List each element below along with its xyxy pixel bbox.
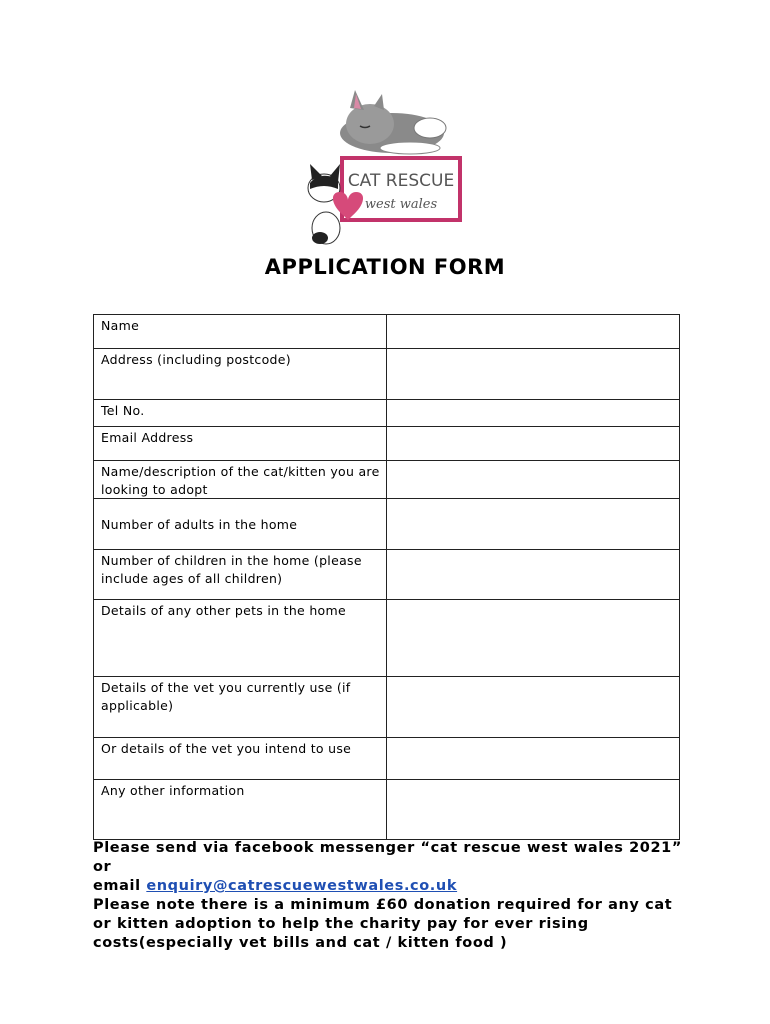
footer-line1: Please send via facebook messenger “cat rescue west wales 2021” or <box>93 840 682 875</box>
field-label: Name <box>94 315 387 349</box>
other-pets-field[interactable] <box>387 600 680 677</box>
footer-note: Please note there is a minimum £60 donation required for any cat or kitten adoption to help the charity pay for ever rising costs(especially vet bills and cat / kitten food ) <box>93 897 673 951</box>
email-link[interactable]: enquiry@catrescuewestwales.co.uk <box>146 878 458 894</box>
application-form-table <box>93 314 680 840</box>
cat-rescue-logo <box>300 88 480 248</box>
table-row <box>94 600 680 677</box>
logo-line1: CAT RESCUE <box>347 171 455 191</box>
children-field[interactable] <box>387 550 680 600</box>
table-row <box>94 780 680 840</box>
field-label: Or details of the vet you intend to use <box>94 738 387 780</box>
footer-email-prefix: email <box>93 878 147 894</box>
tel-field[interactable] <box>387 400 680 427</box>
footer-email-line <box>93 877 693 896</box>
email-field[interactable] <box>387 427 680 461</box>
table-row <box>94 427 680 461</box>
logo-line2: west wales <box>364 197 438 212</box>
intended-vet-field[interactable] <box>387 738 680 780</box>
field-label: Tel No. <box>94 400 387 427</box>
table-row <box>94 400 680 427</box>
field-label: Details of the vet you currently use (if applicable) <box>94 677 387 738</box>
address-field[interactable] <box>387 349 680 400</box>
table-row <box>94 499 680 550</box>
table-row <box>94 315 680 349</box>
footer-instructions <box>93 839 693 953</box>
table-row <box>94 738 680 780</box>
field-label: Any other information <box>94 780 387 840</box>
table-row <box>94 461 680 499</box>
table-row <box>94 349 680 400</box>
adults-field[interactable] <box>387 499 680 550</box>
table-row <box>94 550 680 600</box>
field-label: Details of any other pets in the home <box>94 600 387 677</box>
field-label: Email Address <box>94 427 387 461</box>
field-label: Number of adults in the home <box>94 499 387 550</box>
cat-rescue-logo-graphic <box>300 88 480 248</box>
field-label: Address (including postcode) <box>94 349 387 400</box>
field-label: Name/description of the cat/kitten you are looking to adopt <box>94 461 387 499</box>
other-info-field[interactable] <box>387 780 680 840</box>
cat-description-field[interactable] <box>387 461 680 499</box>
table-row <box>94 677 680 738</box>
field-label: Number of children in the home (please include ages of all children) <box>94 550 387 600</box>
page-title: APPLICATION FORM <box>264 255 506 279</box>
name-field[interactable] <box>387 315 680 349</box>
current-vet-field[interactable] <box>387 677 680 738</box>
